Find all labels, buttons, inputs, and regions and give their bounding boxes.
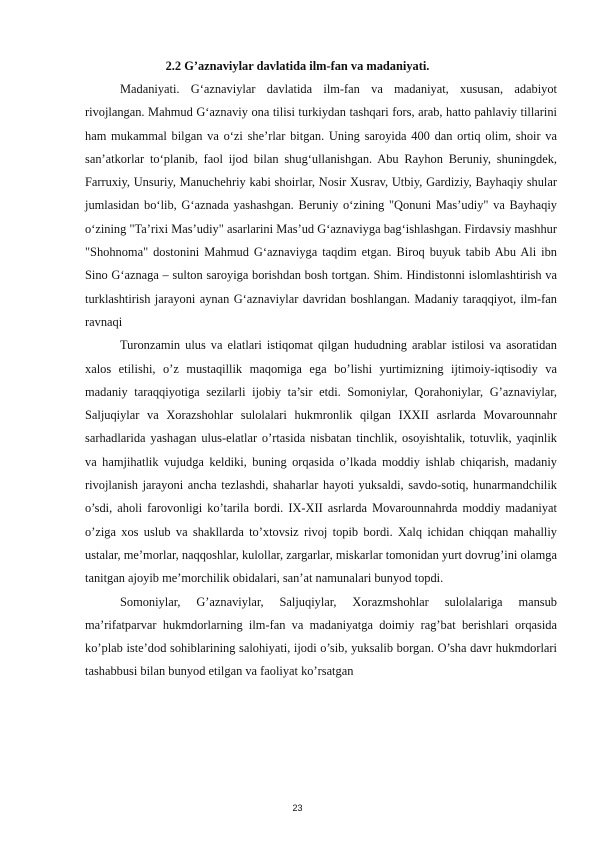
- paragraph-madaniyati: Madaniyati. G‘aznaviylar davlatida ilm-fan va madaniyat, xususan, adabiyot rivojlangan. Mahmud G‘aznaviy ona tilisi turkiydan tashqari fors, arab, hatto pahlaviy tillarini ham mukammal bilgan va o‘zi she’rlar bitgan. Uning saroyida 400 dan ortiq olim, shoir va san’atkorlar to‘planib, faol ijod bilan shug‘ullanishgan. Abu Rayhon Beruniy, shuningdek, Farruxiy, Unsuriy, Manuchehriy kabi shoirlar, Nosir Xusrav, Utbiy, Gardiziy, Bayhaqiy shular jumlasidan bo‘lib, G‘aznada yashashgan. Beruniy o‘zining "Qonuni Mas’udiy" va Bayhaqiy o‘zining "Ta’rixi Mas’udiy" asarlarini Mas’ud G‘aznaviyga bag‘ishlashgan. Firdavsiy mashhur "Shohnoma" dostonini Mahmud G‘aznaviyga taqdim etgan. Biroq buyuk tabib Abu Ali ibn Sino G‘aznaga – sulton saroyiga borishdan bosh tortgan. Shim. Hindistonni islomlashtirish va turklashtirish jarayoni aynan G‘aznaviylar davridan boshlangan. Madaniy taraqqiyot, ilm-fan ravnaqi: [85, 82, 557, 329]
- section-heading: 2.2 G’aznaviylar davlatida ilm-fan va madaniyati.: [165, 59, 430, 73]
- document-body: [85, 78, 557, 684]
- page-number: 23: [292, 803, 303, 813]
- paragraph-somoniylar: Somoniylar, G’aznaviylar, Saljuqiylar, Xorazmshohlar sulolalariga mansub ma’rifatparvar hukmdorlarning ilm-fan va madaniyatga doimiy rag’bat berishlari orqasida ko’plab iste’dod sohiblarining salohiyati, ijodi o’sib, yuksalib borgan. O’sha davr hukmdorlari tashabbusi bilan bunyod etilgan va faoliyat ko’rsatgan: [85, 594, 557, 679]
- paragraph-turonzamin: Turonzamin ulus va elatlari istiqomat qilgan hududning arablar istilosi va asoratidan xalos etilishi, o’z mustaqillik maqomiga ega bo’lishi yurtimizning ijtimoiy-iqtisodiy va madaniy taraqqiyotiga sezilarli ijobiy ta’sir etdi. Somoniylar, Qorahoniylar, G’aznaviylar, Saljuqiylar va Xorazshohlar sulolalari hukmronlik qilgan IXXII asrlarda Movarounnahr sarhadlarida yashagan ulus-elatlar o’rtasida nisbatan tinchlik, osoyishtalik, totuvlik, yaqinlik va hamjihatlik vujudga keldiki, buning orqasida o’lkada moddiy ishlab chiqarish, madaniy rivojlanish jarayoni ancha tezlashdi, shaharlar hayoti yuksaldi, savdo-sotiq, hunarmandchilik o’sdi, aholi farovonligi ko’tarila bordi. IX-XII asrlarda Movarounnahrda moddiy madaniyat o’ziga xos uslub va shakllarda to’xtovsiz rivoj topib bordi. Xalq ichidan chiqqan mahalliy ustalar, me’morlar, naqqoshlar, kulollar, zargarlar, miskarlar tomonidan yurt dovrug’ini olamga tanitgan ajoyib me’morchilik obidalari, san’at namunalari bunyod topdi.: [85, 338, 557, 586]
